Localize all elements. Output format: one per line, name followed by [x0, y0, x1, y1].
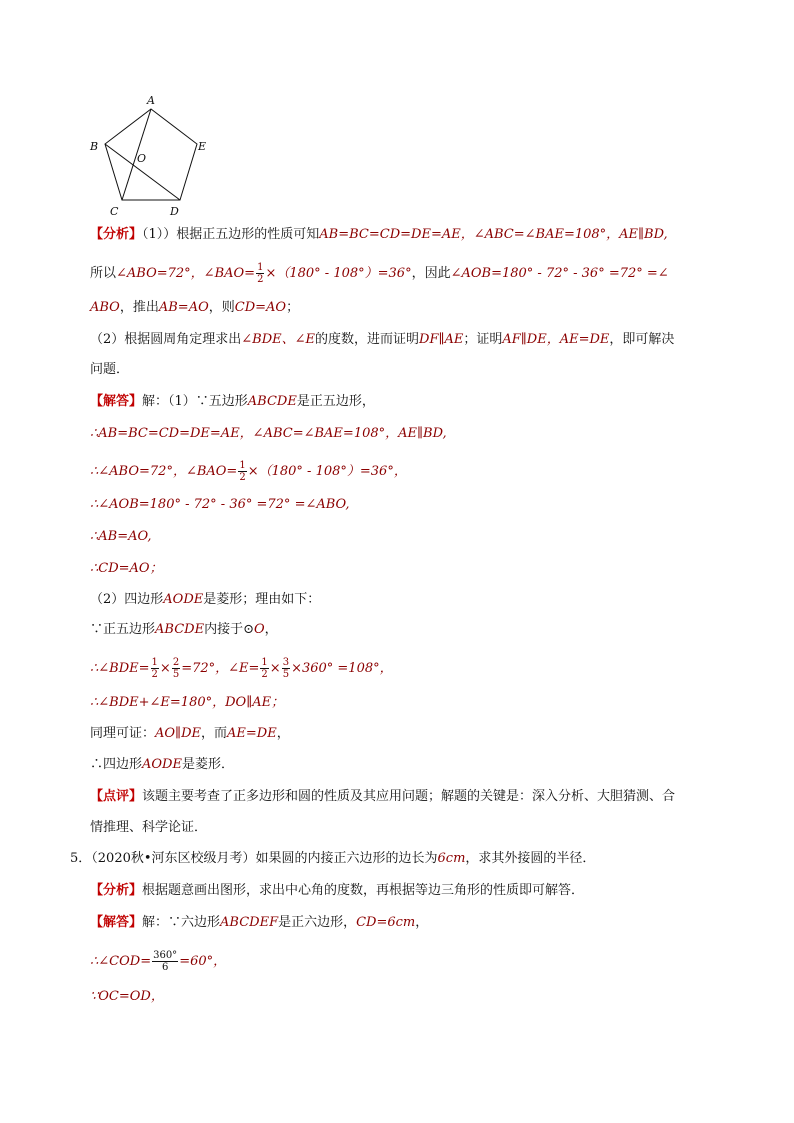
solution-line-7 [90, 590, 320, 610]
fraction [152, 950, 178, 973]
formula: ×（180° - 108°）=36° [265, 266, 412, 281]
analysis-line-4 [90, 330, 674, 350]
formula: AB=BC=CD=DE=AE，∠ABC=∠BAE=108°，AE∥BD, [319, 227, 668, 242]
times: × [159, 661, 171, 676]
formula: AODE [142, 757, 182, 772]
pentagon-figure [85, 92, 225, 222]
text: 问题． [90, 362, 130, 377]
text: ∵正五边形 [90, 622, 156, 637]
formula: CD=AO [234, 300, 287, 315]
formula: ∠AOB=180° - 72° - 36° =72° =∠ [450, 266, 669, 281]
times: × [269, 661, 281, 676]
solution-line-2: ∴AB=BC=CD=DE=AE，∠ABC=∠BAE=108°，AE∥BD, [90, 426, 447, 441]
formula: ABCDEF [220, 915, 279, 930]
text: 根据题意画出图形，求出中心角的度数，再根据等边三角形的性质即可解答． [142, 883, 585, 898]
solution-line-4: ∴∠AOB=180° - 72° - 36° =72° =∠ABO, [90, 497, 350, 512]
fraction [238, 460, 246, 483]
text: 是正六边形， [278, 915, 357, 930]
numerator: 1 [257, 262, 264, 273]
analysis-line-5 [90, 360, 129, 380]
formula: AO∥DE [155, 726, 201, 741]
solution-line-3 [90, 460, 407, 483]
text: 解：∵六边形 [142, 915, 221, 930]
solution-line-q5-1 [90, 913, 428, 933]
text: 是菱形． [181, 757, 234, 772]
denominator: 2 [261, 669, 268, 680]
analysis-tag: 【分析】 [90, 883, 143, 898]
formula: 6cm [437, 851, 466, 866]
fraction [151, 657, 159, 680]
label-a: A [147, 94, 155, 107]
formula: AODE [163, 592, 204, 607]
solution-line-5: ∴AB=AO, [90, 529, 152, 544]
analysis-line-1 [90, 225, 668, 245]
text: ； [286, 300, 300, 315]
numerator: 1 [239, 460, 246, 471]
formula: ×（180° - 108°）=36°， [247, 464, 407, 479]
text: ， [415, 915, 429, 930]
comment-line-1 [90, 787, 675, 807]
solution-line-q5-3: ∵OC=OD， [90, 989, 164, 1004]
formula: CD=6cm [356, 915, 416, 930]
text: ，推出 [119, 300, 159, 315]
fraction [282, 657, 290, 680]
analysis-line-3 [90, 298, 299, 318]
numerator: 1 [151, 657, 158, 668]
formula: DF∥AE [419, 332, 464, 347]
fraction [260, 657, 268, 680]
text: 所以 [90, 266, 117, 281]
text: （1））根据正五边形的性质可知 [142, 227, 320, 242]
formula: O [253, 622, 265, 637]
denominator: 2 [239, 472, 246, 483]
solution-line-q5-2 [90, 950, 226, 973]
solution-line-11 [90, 724, 290, 744]
solution-line-9 [90, 657, 393, 680]
text: ，则 [208, 300, 235, 315]
text: ， [264, 622, 278, 637]
formula: =60°， [179, 954, 227, 969]
denominator: 2 [151, 669, 158, 680]
formula: AF∥DE，AE=DE [502, 332, 610, 347]
text: （2）四边形 [90, 592, 164, 607]
fraction [172, 657, 180, 680]
formula: AE=DE [227, 726, 277, 741]
analysis-tag: 【分析】 [90, 227, 143, 242]
solution-line-8 [90, 620, 278, 640]
text: 5．（2020秋•河东区校级月考）如果圆的内接正六边形的边长为 [70, 851, 438, 866]
text: ，求其外接圆的半径． [465, 851, 596, 866]
fraction [256, 262, 264, 285]
text: 内接于⊙ [204, 622, 254, 637]
text: ， [276, 726, 290, 741]
solution-tag: 【解答】 [90, 915, 143, 930]
text: 是菱形；理由如下： [203, 592, 321, 607]
formula: ×360° =108°， [291, 661, 393, 676]
label-d: D [170, 205, 179, 218]
comment-tag: 【点评】 [90, 789, 143, 804]
text: 同理可证： [90, 726, 156, 741]
numerator: 3 [282, 657, 290, 668]
solution-line-6: ∴CD=AO； [90, 561, 163, 576]
text: ∴四边形 [90, 757, 143, 772]
numerator: 1 [261, 657, 268, 668]
analysis-line-2 [90, 262, 669, 285]
text: 的度数，进而证明 [315, 332, 420, 347]
solution-tag: 【解答】 [90, 394, 143, 409]
label-c: C [110, 205, 119, 218]
formula: ∠BDE、∠E [241, 332, 316, 347]
formula: AB=AO [158, 300, 209, 315]
formula: ∴∠BDE= [90, 661, 150, 676]
comment-line-2: 情推理、科学论证． [90, 820, 208, 835]
solution-line-12 [90, 755, 234, 775]
formula: ∠ABO=72°，∠BAO= [116, 266, 256, 281]
denominator: 5 [172, 669, 180, 680]
question-5 [70, 849, 595, 869]
solution-line-10: ∴∠BDE+∠E=180°，DO∥AE； [90, 695, 285, 710]
label-o: O [137, 152, 147, 165]
text: 是正五边形， [296, 394, 375, 409]
formula: ∴∠COD= [90, 954, 152, 969]
numerator: 360° [153, 950, 178, 961]
text: ；证明 [463, 332, 503, 347]
formula: ABCDE [247, 394, 297, 409]
label-b: B [90, 140, 99, 153]
label-e: E [198, 140, 207, 153]
text: ，即可解决 [609, 332, 675, 347]
denominator: 2 [257, 274, 264, 285]
solution-line-1 [90, 392, 375, 412]
formula: ABO [90, 300, 120, 315]
denominator: 5 [282, 669, 290, 680]
text: 该题主要考查了正多边形和圆的性质及其应用问题；解题的关键是：深入分析、大胆猜测、合 [142, 789, 676, 804]
formula: =72°，∠E= [181, 661, 260, 676]
denominator: 6 [161, 962, 169, 973]
numerator: 2 [172, 657, 180, 668]
analysis-line-q5 [90, 881, 584, 901]
text: 解：（1）∵五边形 [142, 394, 248, 409]
text: ，因此 [411, 266, 451, 281]
formula: ∴∠ABO=72°，∠BAO= [90, 464, 238, 479]
text: （2）根据圆周角定理求出 [90, 332, 242, 347]
text: ，而 [200, 726, 227, 741]
formula: ABCDE [155, 622, 205, 637]
